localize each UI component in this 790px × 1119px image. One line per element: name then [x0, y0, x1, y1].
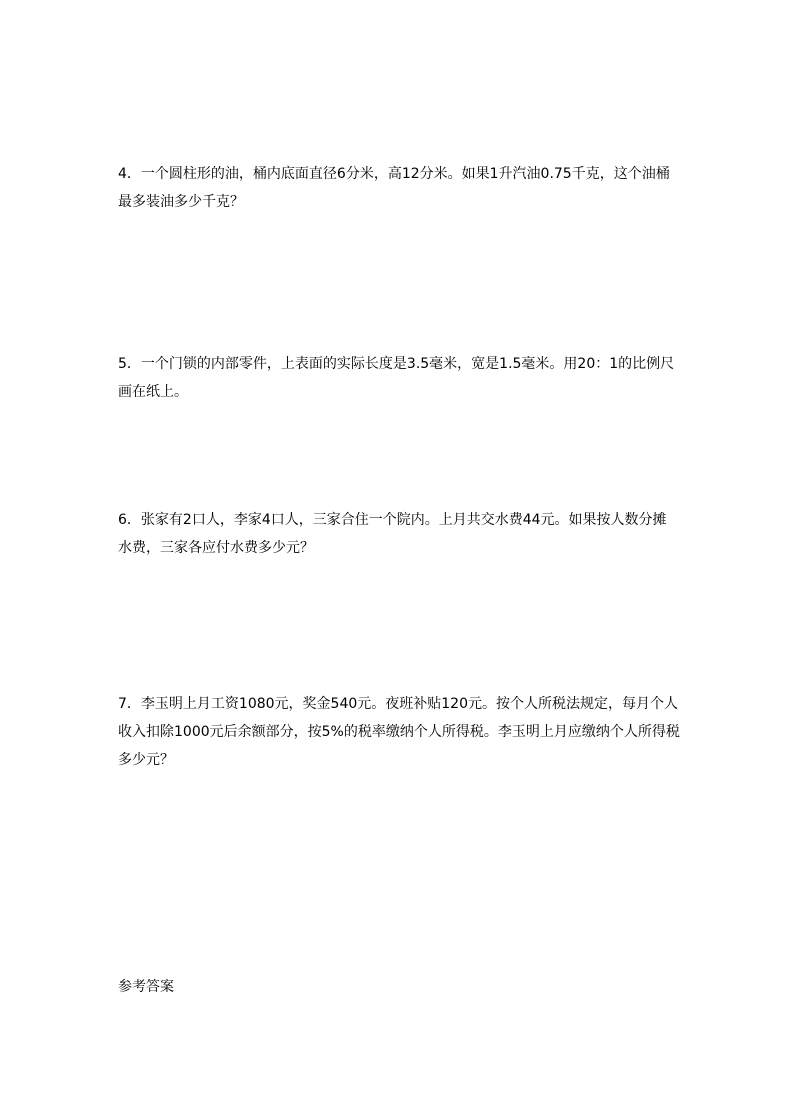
question-5 [118, 350, 678, 406]
question-7-line-1: 7．李玉明上月工资1080元，奖金540元。夜班补贴120元。按个人所税法规定，每月个人 [118, 696, 678, 712]
question-7 [118, 690, 678, 774]
question-6-line-1: 6．张家有2口人，李家4口人，三家合住一个院内。上月共交水费44元。如果按人数分摊 [118, 512, 667, 528]
question-5-line-1: 5．一个门锁的内部零件，上表面的实际长度是3.5毫米，宽是1.5毫米。用20：1的比例尺 [118, 356, 675, 372]
question-6 [118, 506, 678, 562]
question-7-line-2: 收入扣除1000元后余额部分，按5%的税率缴纳个人所得税。李玉明上月应缴纳个人所得税 [118, 724, 680, 740]
question-4 [118, 160, 678, 216]
question-5-line-2: 画在纸上。 [118, 384, 188, 400]
question-4-line-1: 4．一个圆柱形的油，桶内底面直径6分米，高12分米。如果1升汽油0.75千克，这个油桶 [118, 166, 670, 182]
question-6-line-2: 水费，三家各应付水费多少元？ [118, 540, 314, 556]
question-7-line-3: 多少元？ [118, 752, 174, 768]
question-4-line-2: 最多装油多少千克？ [118, 194, 244, 210]
answers-heading: 参考答案 [118, 979, 174, 995]
